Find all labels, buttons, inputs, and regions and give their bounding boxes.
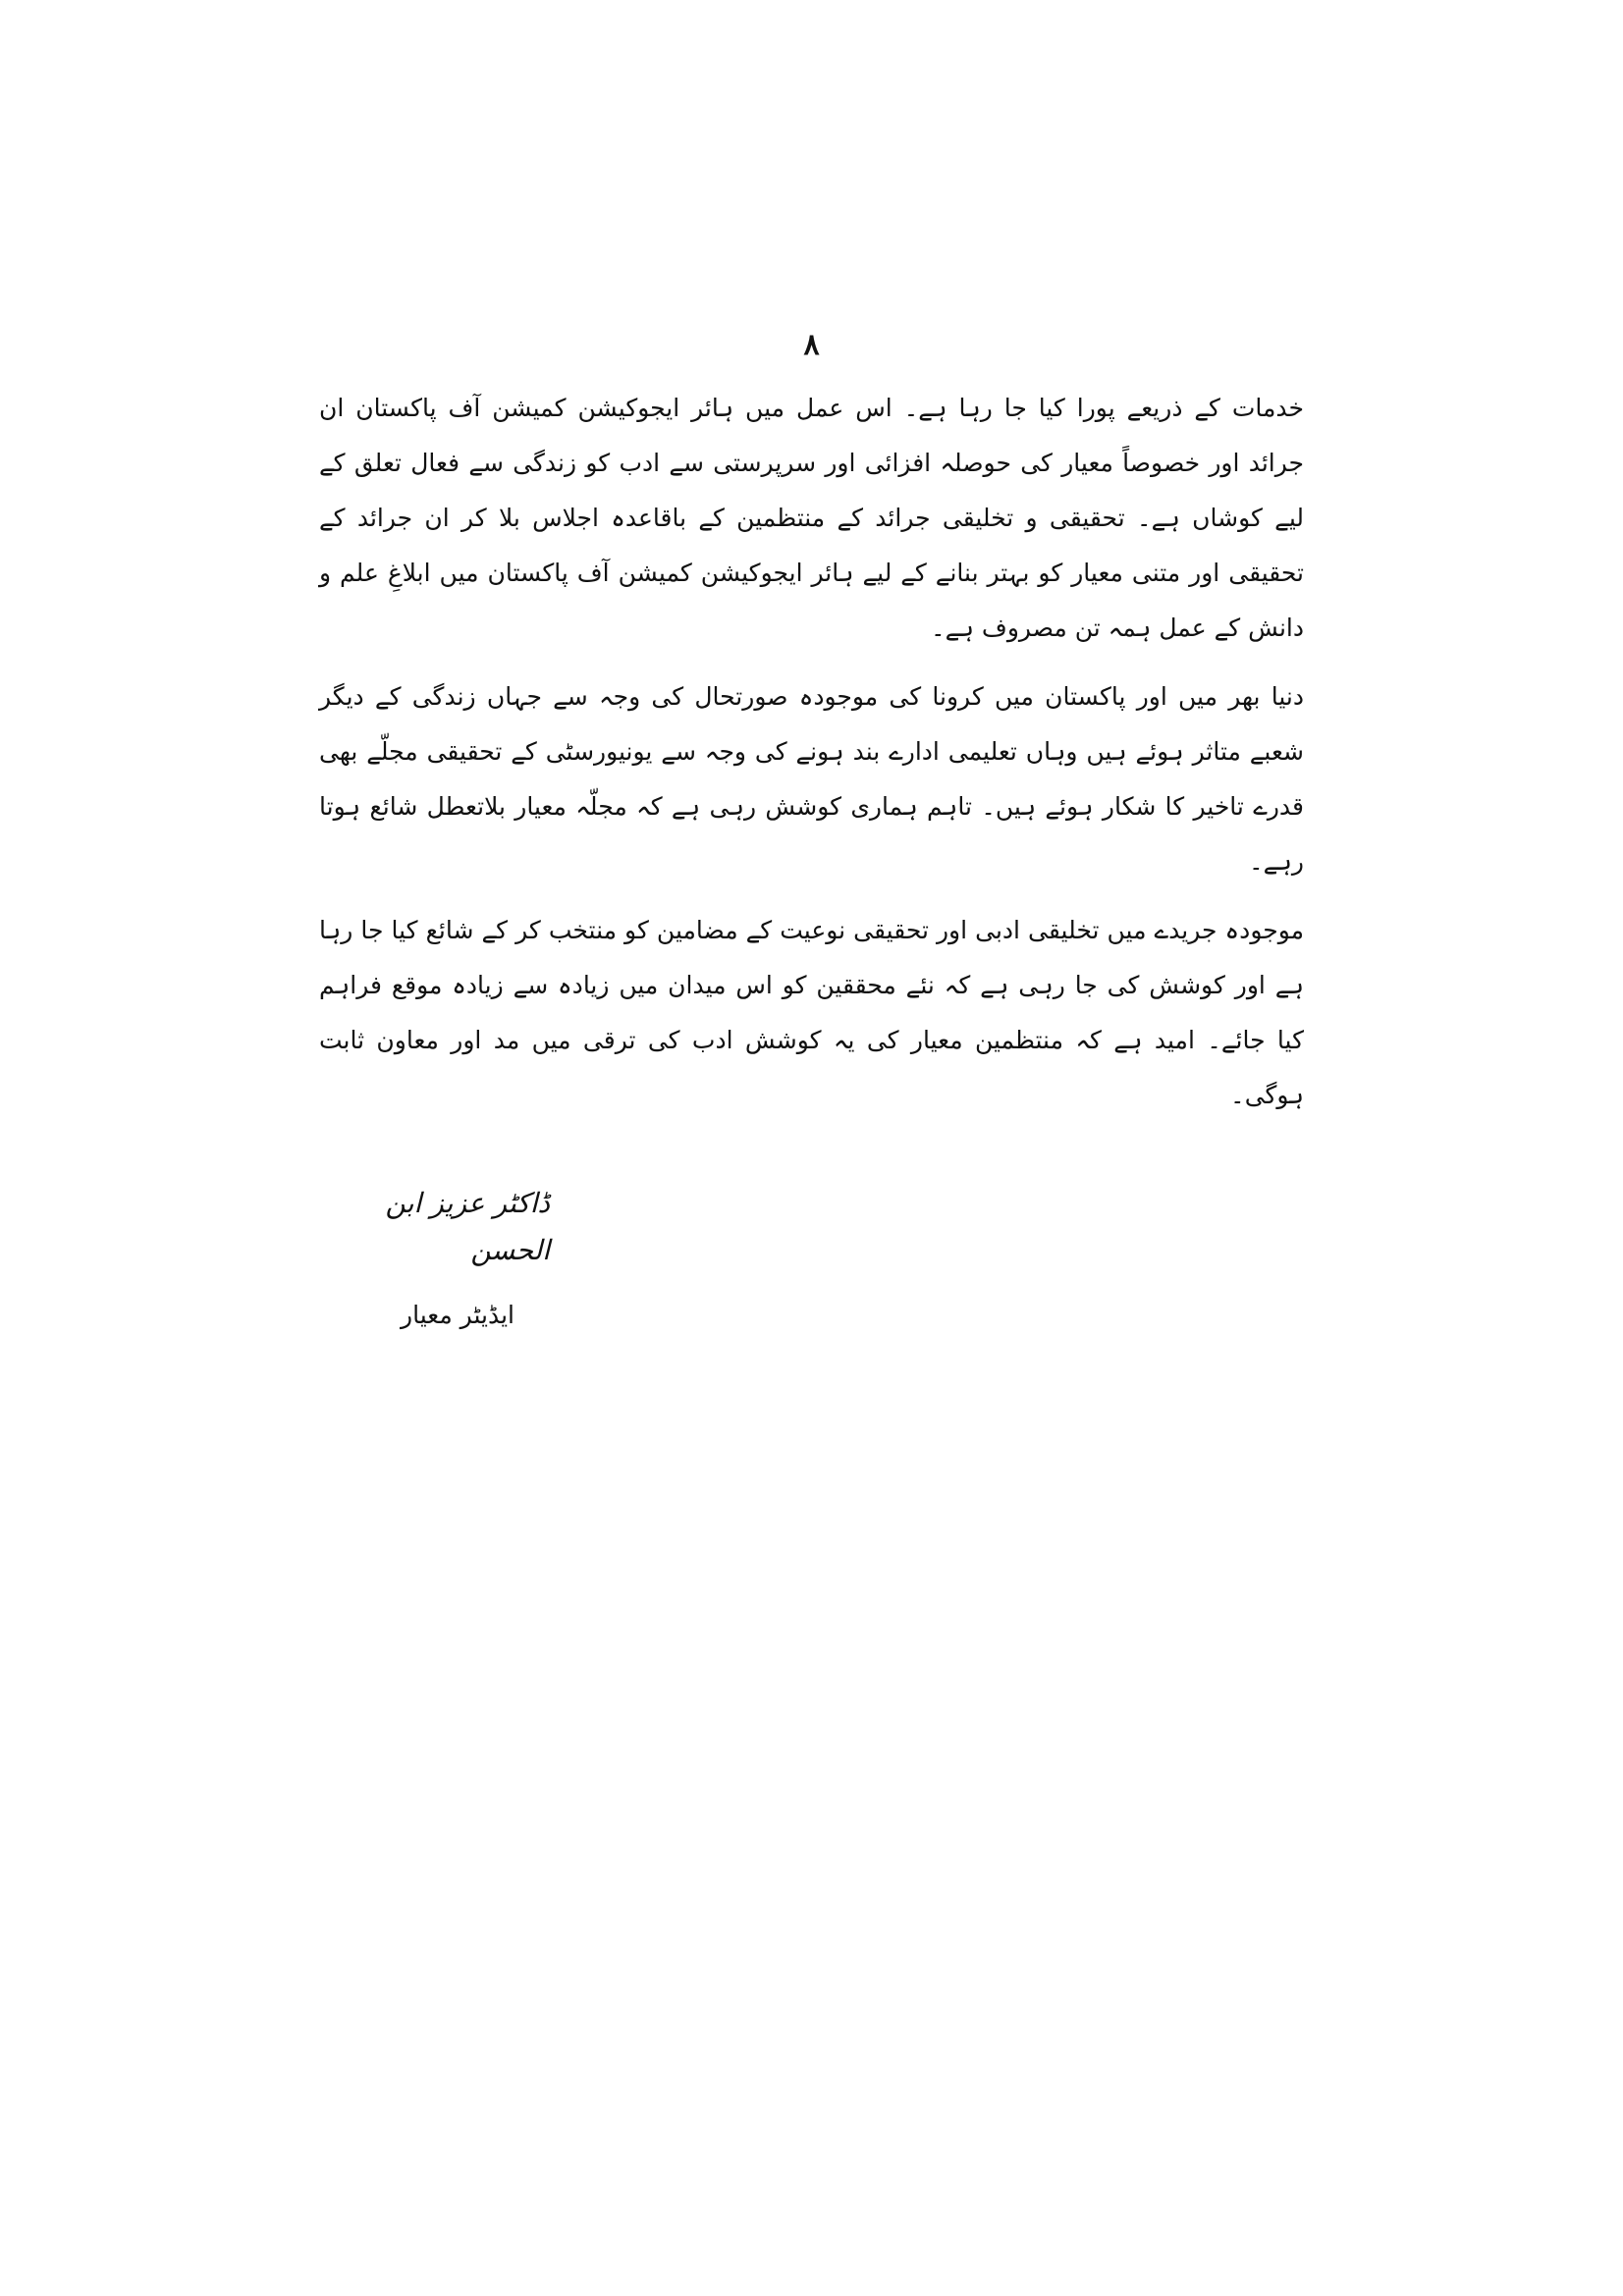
editorial-body — [319, 381, 1304, 1123]
author-name: ڈاکٹر عزیز ابن الحسن — [385, 1187, 550, 1266]
paragraph-3: موجودہ جریدے میں تخلیقی ادبی اور تحقیقی نوعیت کے مضامین کو منتخب کر کے شائع کیا جا رہا ہے اور کوشش کی جا رہی ہے کہ نئے محققین کو اس میدان میں زیادہ سے زیادہ موقع فراہم کیا جائے۔ امید ہے کہ منتظمین معیار کی یہ کوشش ادب کی ترقی میں مد اور معاون ثابت ہوگی۔ — [319, 916, 1304, 1109]
signature-block — [314, 1180, 550, 1337]
author-title: ایڈیٹر معیار — [401, 1301, 514, 1329]
page-number: ۸ — [803, 328, 820, 362]
paragraph-1: خدمات کے ذریعے پورا کیا جا رہا ہے۔ اس عمل میں ہائر ایجوکیشن کمیشن آف پاکستان ان جرائد اور خصوصاً معیار کی حوصلہ افزائی اور سرپرستی سے ادب کو زندگی سے فعال تعلق کے لیے کوشاں ہے۔ تحقیقی و تخلیقی جرائد کے منتظمین کے باقاعدہ اجلاس بلا کر ان جرائد کے تحقیقی اور متنی معیار کو بہتر بنانے کے لیے ہائر ایجوکیشن کمیشن آف پاکستان میں ابلاغِ علم و دانش کے عمل ہمہ تن مصروف ہے۔ — [319, 394, 1304, 642]
paragraph-2: دنیا بھر میں اور پاکستان میں کرونا کی موجودہ صورتحال کی وجہ سے جہاں زندگی کے دیگر شعبے متاثر ہوئے ہیں وہاں تعلیمی ادارے بند ہونے کی وجہ سے یونیورسٹی کے تحقیقی مجلّے بھی قدرے تاخیر کا شکار ہوئے ہیں۔ تاہم ہماری کوشش رہی ہے کہ مجلّہ معیار بلاتعطل شائع ہوتا رہے۔ — [319, 682, 1304, 876]
